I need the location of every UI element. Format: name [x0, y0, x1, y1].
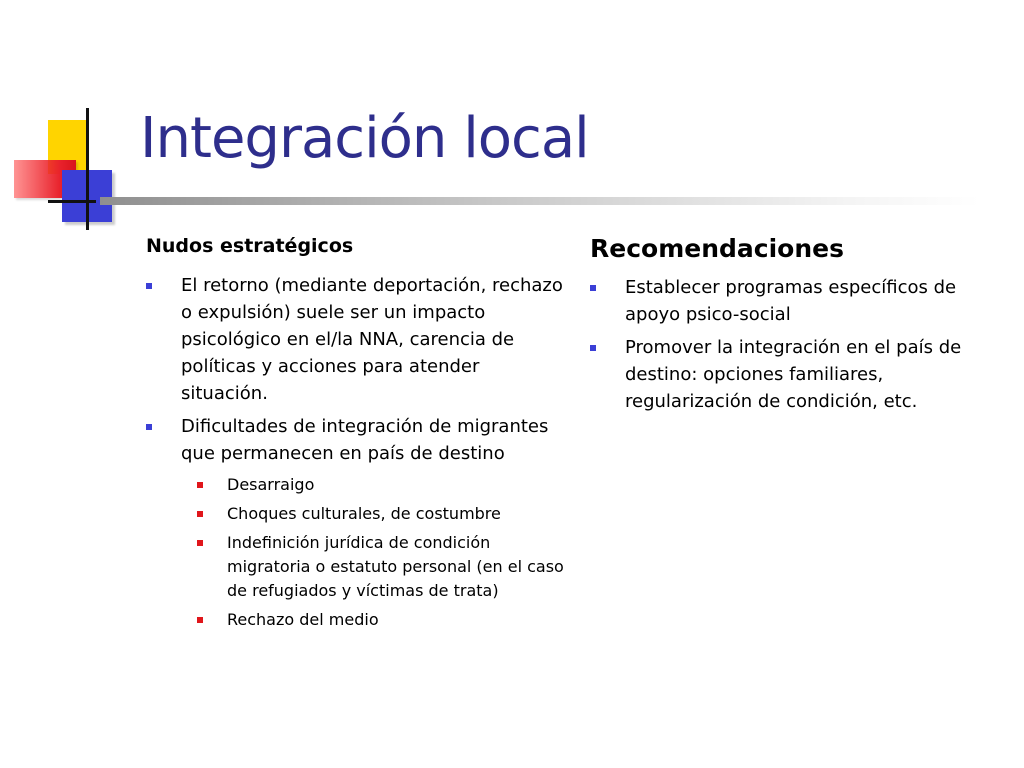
- left-heading: Nudos estratégicos: [146, 235, 354, 257]
- sub-list-item: [181, 502, 566, 526]
- red-square-bullet-icon: [197, 540, 203, 546]
- sub-bullet-list: [181, 473, 566, 632]
- right-column: [590, 230, 1000, 421]
- list-item-text: Establecer programas específicos de apoyo psico-social: [625, 277, 957, 325]
- red-square-bullet-icon: [197, 482, 203, 488]
- square-bullet-icon: [590, 285, 596, 291]
- list-item: [146, 272, 566, 407]
- list-item-text: El retorno (mediante deportación, rechazo o expulsión) suele ser un impacto psicológico en el/la NNA, carencia de políticas y acciones para atender situación.: [181, 275, 563, 404]
- sub-list-item: [181, 608, 566, 632]
- sub-list-item-text: Desarraigo: [227, 475, 315, 494]
- horizontal-line: [48, 200, 96, 203]
- square-bullet-icon: [590, 345, 596, 351]
- sub-list-item-text: Rechazo del medio: [227, 610, 379, 629]
- vertical-line: [86, 108, 89, 230]
- square-bullet-icon: [146, 283, 152, 289]
- red-square-bullet-icon: [197, 511, 203, 517]
- right-bullet-list: [590, 274, 1000, 415]
- red-square-bullet-icon: [197, 617, 203, 623]
- title-divider: [100, 197, 980, 205]
- left-bullet-list: [146, 272, 566, 632]
- list-item: [146, 413, 566, 632]
- list-item: [590, 334, 1000, 415]
- sub-list-item-text: Indefinición jurídica de condición migratoria o estatuto personal (en el caso de refugiados y víctimas de trata): [227, 533, 564, 600]
- sub-list-item-text: Choques culturales, de costumbre: [227, 504, 501, 523]
- sub-list-item: [181, 531, 566, 603]
- list-item: [590, 274, 1000, 328]
- list-item-text: Dificultades de integración de migrantes que permanecen en país de destino: [181, 416, 549, 464]
- list-item-text: Promover la integración en el país de destino: opciones familiares, regularización de condición, etc.: [625, 337, 962, 412]
- sub-list-item: [181, 473, 566, 497]
- right-heading: Recomendaciones: [590, 234, 844, 263]
- slide-title: Integración local: [140, 106, 589, 171]
- square-bullet-icon: [146, 424, 152, 430]
- left-column: [146, 230, 566, 638]
